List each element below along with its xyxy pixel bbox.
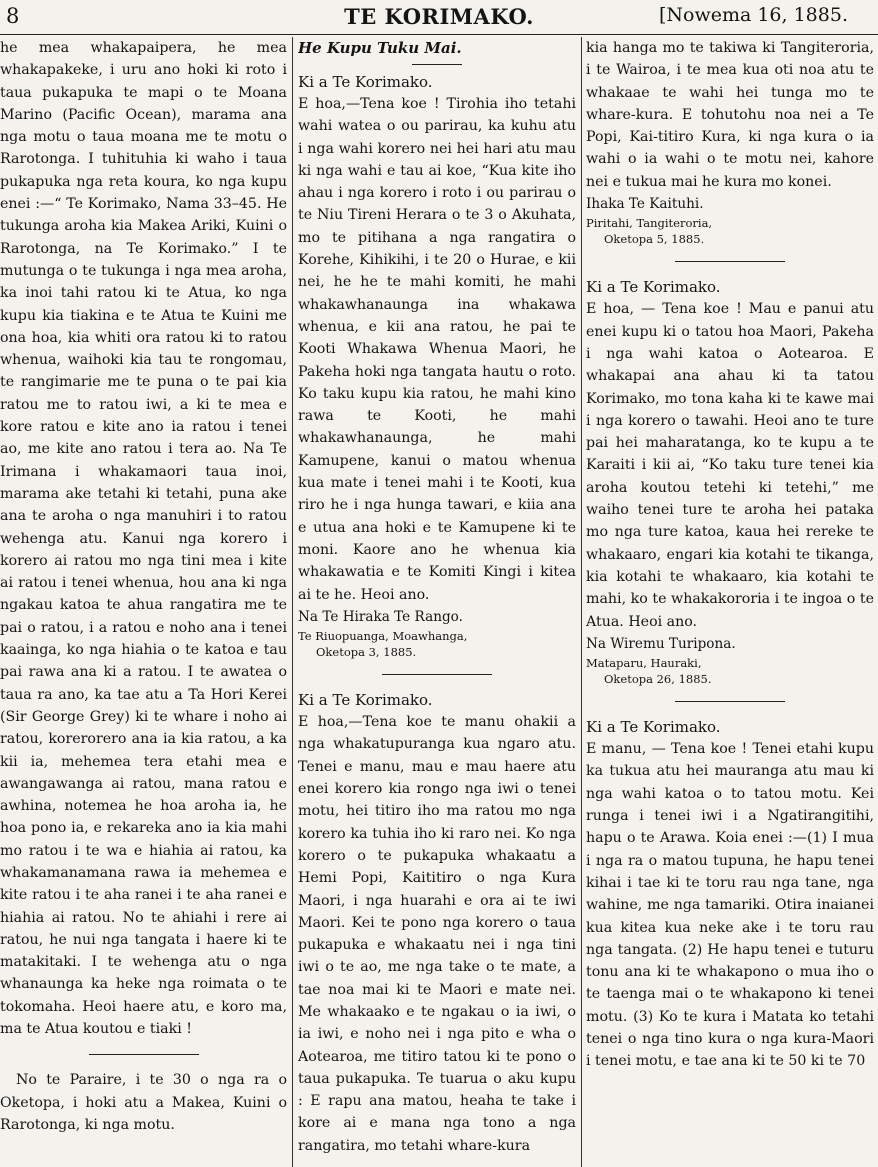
letter-location: Mataparu, Hauraki, (586, 656, 702, 671)
letter-body: E manu, — Tena koe ! Tenei etahi kupu ka tukua atu hei mauranga atu mau ki nga wahi katoa o to tatou motu. Kei runga i tenei iwi i a Ngatirangitihi, hapu o te Arawa. Koia enei :—(1) I mua i nga ra o matou tupuna, he hapu tenei kihai i tae ki te toru rau nga tane, nga wahine, me nga tamariki. Otira inaianei kua kitea kua neke ake i te toru rau nga tangata. (2) He hapu tenei e tuturu tonu ana ki te whakapono o mua iho o te taenga mai o te whakapono ki tenei motu. (3) Ko te kura i Matata ko tetahi tenei o nga tino kura o nga kura-Maori i tenei motu, e tae ana ki te 50 ki te 70 (586, 741, 874, 1070)
column-divider-2 (581, 37, 582, 1167)
letter-signature: Na Wiremu Turipona. (586, 635, 736, 652)
column-divider-1 (292, 37, 293, 1167)
heading-rule (412, 64, 462, 65)
letter-separator (675, 701, 785, 702)
section-rule (89, 1054, 199, 1055)
article-text: he mea whakapaipera, he mea whakapakeke, i uru ano hoki ki roto i taua pukapuka te mapi o te Moana Marino (Pacific Ocean), marama ana nga motu o taua moana me te motu o Rarotonga. I tuhituhia ki waho i taua pukapuka nga reta koura, ko nga kupu enei :—“ Te Korimako, Nama 33–45. He tukunga aroha kia Makea Ariki, Kuini o Rarotonga, na Te Korimako.” I te mutunga o te tukunga i nga mea aroha, ka inoi tahi ratou ki te Atua, ko nga kupu kia tiakina e te Atua te Kuini me ona hoa, kia whiti ora ratou ki to ratou whenua, waihoki kia tau te rongomau, te rangimarie me te puna o te pai kia ratou me to ratou iwi, a ki te mea e kore ratou e kite ano ia ratou i tenei ao, me kite ano ratou i tera ao. Na Te Irimana i whakamaori taua inoi, marama ake tetahi ki tetahi, puna ake ana te aroha o nga manuhiri i to ratou wehenga atu. Kanui nga korero i korero ai ratou mo nga tini mea i kite ai ratou i tenei whenua, hou ana ki nga ngakau katoa te ahua rangatira me te pai o ratou, i a ratou e noho ana i tenei kaainga, ko nga hiahia o te katoa e tau pai rawa ana ki a ratou. I te awatea o taua ra ano, ka tae atu a Ta Hori Kerei (Sir George Grey) ki te whare i noho ai ratou, korerorero ana ia kia ratou, a ka kii ia, mehemea tera etahi mea e awangawanga ai ratou, mana ratou e awhina, notemea he hoa aroha ia, he hoa pono ia, e rekareka ano ia kia mahi mo ratou i te wa e hiahia ai ratou, ka whakamanamana rawa ia mehemea e kite ratou i te aha ranei i te aha ranei e hiahia ai ratou. No te ahiahi i rere ai ratou, he nui nga tangata i haere ki te matakitaki. I te wehenga atu o nga whanaunga ka heke nga roimata o te tokomaha. Heoi haere atu, e koro ma, ma te Atua koutou e tiaki ! (0, 40, 287, 1038)
letter-salutation: Ki a Te Korimako. (298, 73, 433, 91)
letter-date: Oketopa 3, 1885. (316, 645, 417, 660)
closing-paragraph: No te Paraire, i te 30 o nga ra o Oketopa, i hoki atu a Makea, Kuini o Rarotonga, ki nga motu. (0, 1072, 287, 1133)
section-heading: He Kupu Tuku Mai. (298, 39, 462, 57)
header-rule (0, 34, 878, 35)
issue-date: [Nowema 16, 1885. (658, 4, 848, 26)
letter-location: Piritahi, Tangiteroria, (586, 216, 713, 231)
letter-separator (675, 261, 785, 262)
newspaper-title: TE KORIMAKO. (344, 4, 534, 29)
letter-separator (382, 674, 492, 675)
letter-salutation: Ki a Te Korimako. (586, 718, 721, 737)
letter-body: E hoa,—Tena koe ! Tirohia iho tetahi wahi watea o ou parirau, ka kuhu atu i nga wahi korero nei hei hari atu mau ki nga wahi e tau ai koe, “Kua kite iho ahau i nga korero i roto i ou parirau o te Niu Tireni Herara o te 3 o Akuhata, mo te pitihana a nga rangatira o Korehe, Kihikihi, i te 20 o Hurae, e kii nei, he he te mahi komiti, he mahi whakawhanaunga ina whakawa whenua, e kii ana ratou, he pai te Kooti Whakawa Whenua Maori, he Pakeha hoki nga tangata hautu o roto. Ko taku kupu kia ratou, he mahi kino rawa te Kooti, he mahi whakawhanaunga, he mahi Kamupene, kanui o matou whenua kua mate i tenei mahi i te Kooti, kua riro he i nga hunga tawari, e kiia ana e utua ana hoki e te Kamupene ki te moni. Kaore ano he whenua kia whakawatia e te Komiti Kingi i kitea ai te he. Heoi ano. (298, 96, 576, 603)
letter-signature: Na Te Hiraka Te Rango. (298, 608, 463, 625)
letter-salutation: Ki a Te Korimako. (586, 278, 721, 297)
letter-date: Oketopa 26, 1885. (604, 672, 712, 687)
letter-location: Te Riuopuanga, Moawhanga, (298, 629, 468, 644)
page-number: 8 (6, 4, 20, 28)
column-1 (0, 37, 287, 1167)
letter-salutation: Ki a Te Korimako. (298, 691, 433, 710)
masthead (0, 0, 878, 38)
letter-date: Oketopa 5, 1885. (604, 232, 705, 247)
letter-body: E hoa, — Tena koe ! Mau e panui atu enei kupu ki o tatou hoa Maori, Pakeha i nga wahi katoa o Aotearoa. E whakapai ana ahau ki ta tatou Korimako, mo tona kaha ki te kawe mai i nga korero o tawahi. Heoi ano te ture pai hei maharatanga, ko te kupu a te Karaiti i kii ai, “Ko taku ture tenei kia aroha koutou tetehi ki tetehi,” me waiho tenei ture te aroha hei pataka mo nga ture katoa, kaua hei rereke te whakaaro, engari kia kotahi te tikanga, kia kotahi te whakaaro, kia kotahi te mahi, ko te whakakororia i te ingoa o te Atua. Heoi ano. (586, 301, 874, 630)
letter-body-continued: kia hanga mo te takiwa ki Tangiteroria, i te Wairoa, i te mea kua oti noa atu te whakaae te wahi hei tunga mo te whare-kura. E tohutohu noa nei a Te Popi, Kai-titiro Kura, ki nga kura o ia wahi o ia wahi o te motu nei, kahore nei e tukua mai he kura mo konei. (586, 40, 874, 190)
column-3 (586, 37, 874, 1167)
letter-body: E hoa,—Tena koe te manu ohakii a nga whakatupuranga kua ngaro atu. Tenei e manu, mau e mau haere atu enei korero kia rongo nga iwi o tenei motu, hei titiro iho ma ratou mo nga korero ka tuhia iho ki raro nei. Ko nga korero o te pukapuka whakaatu a Hemi Popi, Kaititiro o nga Kura Maori, i nga huarahi e ora ai te iwi Maori. Kei te pono nga korero o taua pukapuka e whakaatu nei i nga tini iwi o te ao, me nga take o te mate, a tae noa mai ki te Maori e mate nei. Me whakaako e te ngakau o ia iwi, o ia iwi, e noho nei i nga pito e wha o Aotearoa, me titiro tatou ki te pono o taua pukapuka. Te tuarua o aku kupu : E rapu ana matou, heaha te take i kore ai e mana nga tono a nga rangatira, mo tetahi whare-kura (298, 714, 576, 1154)
column-2 (298, 37, 576, 1167)
letter-signature: Ihaka Te Kaituhi. (586, 196, 704, 213)
